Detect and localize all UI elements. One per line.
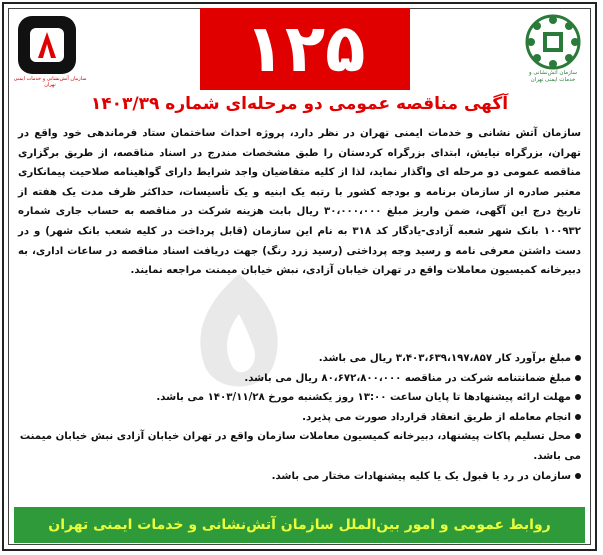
bullet-text: مبلغ ضمانتنامه شرکت در مناقصه ۸۰،۶۷۲،۸۰۰،۰۰۰ ریال می باشد. [244,372,571,384]
bullet-icon [575,375,581,381]
bullet-text: مبلغ برآورد کار ۳،۴۰۳،۶۳۹،۱۹۷،۸۵۷ ریال می باشد. [318,353,571,364]
list-item [18,349,581,369]
notice-footer-banner: روابط عمومی و امور بین‌الملل سازمان آتش‌نشانی و خدمات ایمنی تهران [14,507,585,543]
bullet-text: محل تسلیم پاکات پیشنهاد، دبیرخانه کمیسیون معاملات سازمان واقع در تهران خیابان آزادی نبش خیابان میمنت می باشد. [19,431,581,462]
notice-frame [2,2,597,551]
list-item [18,467,581,487]
tehran-municipality-logo-icon [525,14,581,70]
notice-conditions-list [18,349,581,509]
bullet-icon [575,414,581,420]
list-item [18,427,581,466]
bullet-text: مهلت ارائه پیشنهادها تا پایان ساعت ۱۳:۰۰ روز یکشنبه مورخ ۱۴۰۳/۱۱/۲۸ می باشد. [156,392,571,404]
right-logo-caption: سازمان آتش‌نشانی و خدمات ایمنی تهران [528,70,578,83]
list-item [18,408,581,428]
bullet-icon [575,433,581,439]
notice-body-paragraph: سازمان آتش نشانی و خدمات ایمنی تهران در نظر دارد، پروژه احداث ساختمان ستاد فرماندهی خود واقع در تهران، بزرگراه نیایش، ابتدای بزرگراه کردستان را طبق مشخصات مندرج در اسناد مناقصه، از طریق برگزاری مناقصه عمومی دو مرحله ای واگذار نماید، لذا از کلیه متقاضیان واجد شرایط دارای گواهینامه صلاحیت پیمانکاری معتبر صادره از سازمان برنامه و بودجه کشور با رتبه یک ابنیه و یک تأسیسات، حداکثر ظرف مدت یک هفته از تاریخ درج این آگهی، ضمن واریز مبلغ ۳۰،۰۰۰،۰۰۰ ریال بابت هزینه شرکت در مناقصه به حساب جاری شماره ۱۰۰۹۳۲ بانک شهر شعبه آزادی-یادگار کد ۳۱۸ به نام این سازمان (قابل پرداخت در کلیه شعب بانک شهر) و در دست داشتن معرفی نامه و رسید وجه پرداختی (رسید زرد رنگ) جهت دریافت اسناد مناقصه در ساعات اداری، به دبیرخانه کمیسیون معاملات واقع در تهران خیابان آزادی، نبش خیابان میمنت مراجعه نمایند. [18,128,581,277]
bullet-icon [575,473,581,479]
bullet-text: انجام معامله از طریق انعقاد قرارداد صورت می پذیرد. [302,411,571,423]
notice-title: آگهی مناقصه عمومی دو مرحله‌ای شماره ۱۴۰۳/۳۹ [90,94,509,114]
bullet-text: سازمان در رد یا قبول یک یا کلیه پیشنهادات مختار می باشد. [271,470,571,482]
list-item [18,388,581,408]
bullet-icon [575,355,581,361]
fire-department-logo-icon [16,14,78,84]
ad-number-badge: ۱۲۵ [200,8,410,90]
bullet-icon [575,394,581,400]
left-logo-caption: سازمان آتش‌نشانی و خدمات ایمنی تهران [13,76,87,88]
list-item [18,369,581,389]
